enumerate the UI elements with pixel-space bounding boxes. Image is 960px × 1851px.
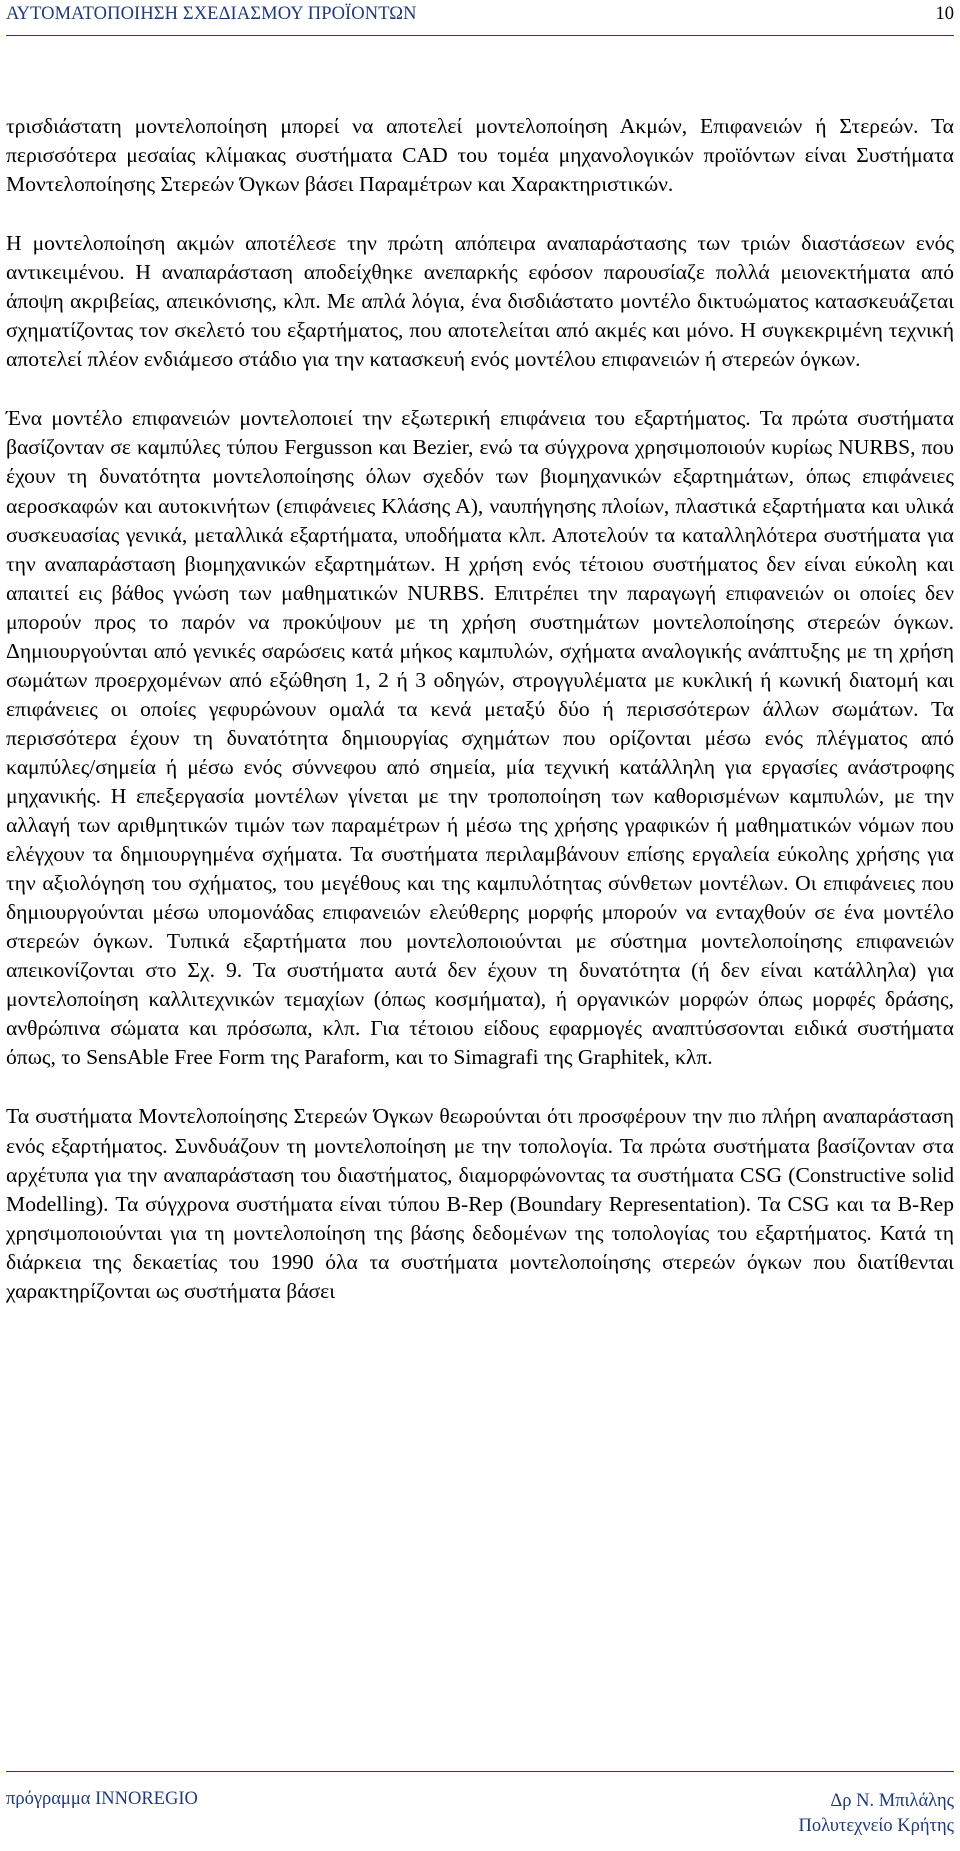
page-header <box>6 2 954 36</box>
header-divider <box>6 35 954 36</box>
institution-name: Πολυτεχνείο Κρήτης <box>798 1816 954 1836</box>
page-footer <box>6 1759 954 1851</box>
page-number: 10 <box>935 4 954 24</box>
paragraph: τρισδιάστατη μοντελοποίηση μπορεί να αποτελεί μοντελοποίηση Ακμών, Επιφανειών ή Στερεών. Τα περισσότερα μεσαίας κλίμακας συστήματα CAD του τομέα μηχανολογικών προϊόντων είναι Συστήματα Μοντελοποίησης Στερεών Όγκων βάσει Παραμέτρων και Χαρακτηριστικών. <box>6 114 954 197</box>
author-block <box>798 1789 954 1839</box>
footer-divider <box>6 1771 954 1772</box>
paragraph: Ένα μοντέλο επιφανειών μοντελοποιεί την εξωτερική επιφάνεια του εξαρτήματος. Τα πρώτα συστήματα βασίζονταν σε καμπύλες τύπου Fergusson και Bezier, ενώ τα σύγχρονα χρησιμοποιούν κυρίως NURBS, που έχουν τη δυνατότητα μοντελοποίησης όλων σχεδόν των βιομηχανικών εξαρτημάτων, όπως επιφάνειες αεροσκαφών και αυτοκινήτων (επιφάνειες Κλάσης Α), ναυπήγησης πλοίων, πλαστικά εξαρτήματα και υλικά συσκευασίας γενικά, μεταλλικά εξαρτήματα, υποδήματα κλπ. Αποτελούν τα καταλληλότερα συστήματα για την αναπαράσταση βιομηχανικών εξαρτημάτων. Η χρήση ενός τέτοιου συστήματος δεν είναι εύκολη και απαιτεί εις βάθος γνώση των μαθηματικών NURBS. Επιτρέπει την παραγωγή επιφανειών οι οποίες δεν μπορούν προς το παρόν να προκύψουν με τη χρήση συστημάτων μοντελοποίησης στερεών όγκων. Δημιουργούνται από γενικές σαρώσεις κατά μήκος καμπυλών, σχήματα αναλογικής ανάπτυξης με τη χρήση σωμάτων προερχομένων από εξώθηση 1, 2 ή 3 οδηγών, στρογγυλέματα με κυκλική ή κωνική διατομή και επιφάνειες οι οποίες γεφυρώνουν ομαλά τα κενά μεταξύ δύο ή περισσότερων άλλων σωμάτων. Τα περισσότερα έχουν τη δυνατότητα δημιουργίας σχημάτων που ορίζονται μέσω ενός πλέγματος από καμπύλες/σημεία ή μέσω ενός σύννεφου από σημεία, μία τεχνική κατάλληλη για εργασίες ανάστροφης μηχανικής. Η επεξεργασία μοντέλων γίνεται με την τροποποίηση των καθορισμένων καμπυλών, με την αλλαγή των αριθμητικών τιμών των παραμέτρων ή μέσω της χρήσης γραφικών ή μαθηματικών νόμων που ελέγχουν τα δημιουργημένα σχήματα. Τα συστήματα περιλαμβάνουν επίσης εργαλεία εύκολης χρήσης για την αξιολόγηση του σχήματος, του μεγέθους και της καμπυλότητας σύνθετων μοντέλων. Οι επιφάνειες που δημιουργούνται μέσω υπομονάδας επιφανειών ελεύθερης μορφής μπορούν να ενταχθούν σε ένα μοντέλο στερεών όγκων. Τυπικά εξαρτήματα που μοντελοποιούνται με σύστημα μοντελοποίησης επιφανειών απεικονίζονται στο Σχ. 9. Τα συστήματα αυτά δεν έχουν τη δυνατότητα (ή δεν είναι κατάλληλα) για μοντελοποίηση καλλιτεχνικών τεμαχίων (όπως κοσμήματα), ή οργανικών μορφών όπως μορφές δράσης, ανθρώπινα σώματα και πρόσωπα, κλπ. Για τέτοιου είδους εφαρμογές αναπτύσσονται ειδικά συστήματα όπως, το SensAble Free Form της Paraform, και το Simagrafi της Graphitek, κλπ. <box>6 406 954 1070</box>
author-name: Δρ Ν. Μπιλάλης <box>830 1791 954 1811</box>
paragraph: Τα συστήματα Μοντελοποίησης Στερεών Όγκων θεωρούνται ότι προσφέρουν την πιο πλήρη αναπαράσταση ενός εξαρτήματος. Συνδυάζουν τη μοντελοποίηση με την τοπολογία. Τα πρώτα συστήματα βασίζονταν στα αρχέτυπα για την αναπαράσταση του διαστήματος, διαμορφώνοντας τα συστήματα CSG (Constructive solid Modelling). Τα σύγχρονα συστήματα είναι τύπου B-Rep (Boundary Representation). Τα CSG και τα B-Rep χρησιμοποιούνται για τη μοντελοποίηση της βάσης δεδομένων της τοπολογίας του εξαρτήματος. Κατά τη διάρκεια της δεκαετίας του 1990 όλα τα συστήματα μοντελοποίησης στερεών όγκων που διατίθενται χαρακτηρίζονται ως συστήματα βάσει <box>6 1104 954 1303</box>
paragraph: Η μοντελοποίηση ακμών αποτέλεσε την πρώτη απόπειρα αναπαράστασης των τριών διαστάσεων ενός αντικειμένου. Η αναπαράσταση αποδείχθηκε ανεπαρκής εφόσον παρουσίαζε πολλά μειονεκτήματα από άποψη ακριβείας, απεικόνισης, κλπ. Με απλά λόγια, ένα δισδιάστατο μοντέλο δικτυώματος κατασκευάζεται σχηματίζοντας τον σκελετό του εξαρτήματος, που αποτελείται από ακμές και μόνο. Η συγκεκριμένη τεχνική αποτελεί πλέον ενδιάμεσο στάδιο για την κατασκευή ενός μοντέλου επιφανειών ή στερεών όγκων. <box>6 231 954 372</box>
program-name: πρόγραμμα INNOREGIO <box>6 1789 198 1809</box>
body-text <box>6 112 954 1336</box>
running-title: ΑΥΤΟΜΑΤΟΠΟΙΗΣΗ ΣΧΕΔΙΑΣΜΟΥ ΠΡΟΪΟΝΤΩΝ <box>6 4 417 24</box>
